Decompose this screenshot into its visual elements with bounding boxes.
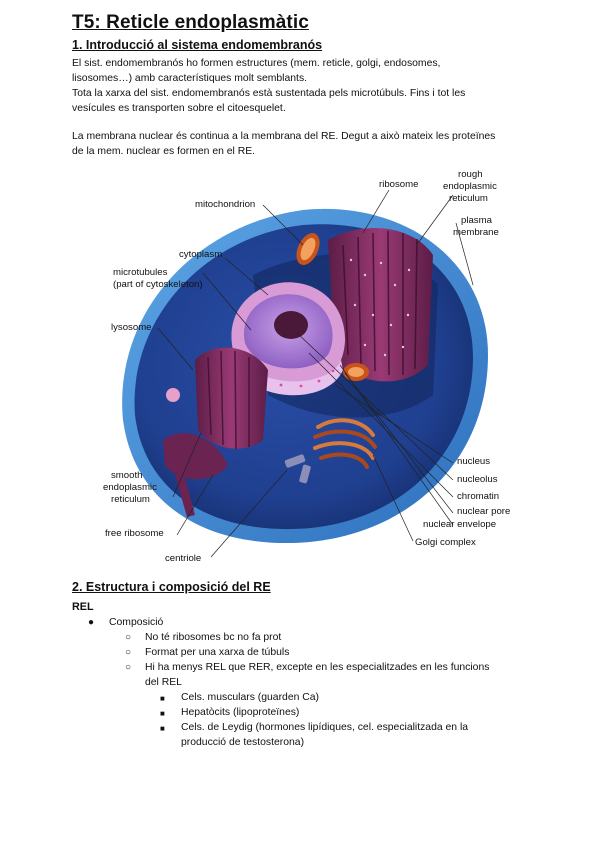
list-item-text: Hepatòcits (lipoproteïnes) [181,707,300,718]
list-item-text: producció de testosterona) [181,737,305,748]
list-item [72,645,542,660]
intro-paragraph-1 [72,56,534,116]
label-rough-er-3: reticulum [449,193,488,204]
label-microtubules-1: microtubules [113,267,168,278]
list-item-text: Format per una xarxa de túbuls [145,647,290,658]
rel-subheading: REL [72,601,94,613]
label-ribosome: ribosome [379,179,419,190]
square-bullet-icon: ■ [160,694,165,703]
label-mitochondrion: mitochondrion [195,199,256,210]
list-item-text: Composició [109,617,164,628]
label-rough-er-1: rough [458,169,483,180]
text-line: vesícules es transporten sobre el citoesquelet. [72,103,286,114]
composition-list [72,615,542,750]
text-line: de la mem. nuclear es formen en el RE. [72,146,256,157]
label-free-ribosome: free ribosome [105,528,164,539]
list-item [72,660,542,690]
text-line: La membrana nuclear és continua a la membrana del RE. Degut a això mateix les proteïnes [72,131,496,142]
list-item-text: del REL [145,677,182,688]
label-smooth-er-2: endoplasmic [103,482,157,493]
label-nuclear-pore: nuclear pore [457,506,511,517]
cell-diagram [103,165,515,565]
list-item [72,705,542,720]
list-item [72,690,542,705]
label-nucleolus: nucleolus [457,474,498,485]
square-bullet-icon: ■ [160,709,165,718]
lysosome-shape [166,388,180,402]
list-item-text: Cels. musculars (guarden Ca) [181,692,320,703]
list-item-text: No té ribosomes bc no fa prot [145,632,282,643]
intro-paragraph-2 [72,129,534,159]
page-title: T5: Reticle endoplasmàtic [72,12,309,33]
list-item [72,615,542,630]
rough-er-shape [328,228,433,381]
smooth-er-shape [195,348,268,449]
label-microtubules-2: (part of cytoskeleton) [113,279,203,290]
circle-bullet-icon: ○ [125,662,132,673]
label-centriole: centriole [165,553,202,564]
bullet-icon: ● [88,617,95,628]
label-chromatin: chromatin [457,491,500,502]
list-item [72,720,542,750]
label-golgi: Golgi complex [415,537,476,548]
label-lysosome: lysosome [111,322,152,333]
circle-bullet-icon: ○ [125,647,132,658]
mitochondrion-small-shape [343,363,369,381]
list-item-text: Cels. de Leydig (hormones lipídiques, cel. especialitzada en la [181,722,469,733]
label-plasma-1: plasma [461,215,492,226]
square-bullet-icon: ■ [160,724,165,733]
label-smooth-er-1: smooth [111,470,143,481]
text-line: Tota la xarxa del sist. endomembranós està sustentada pels microtúbuls. Fins i tot les [72,88,466,99]
text-line: El sist. endomembranós ho formen estructures (mem. reticle, golgi, endosomes, [72,58,441,69]
list-item [72,630,542,645]
label-rough-er-2: endoplasmic [443,181,497,192]
circle-bullet-icon: ○ [125,632,132,643]
section-heading-intro: 1. Introducció al sistema endomembranós [72,38,323,52]
text-line: lisosomes…) amb característiques molt semblants. [72,73,308,84]
label-cytoplasm: cytoplasm [179,249,223,260]
section-heading-structure: 2. Estructura i composició del RE [72,580,271,594]
label-plasma-2: membrane [453,227,499,238]
label-smooth-er-3: reticulum [111,494,150,505]
label-nuclear-envelope: nuclear envelope [423,519,497,530]
list-item-text: Hi ha menys REL que RER, excepte en les especialitzades en les funcions [145,662,490,673]
label-nucleus: nucleus [457,456,491,467]
